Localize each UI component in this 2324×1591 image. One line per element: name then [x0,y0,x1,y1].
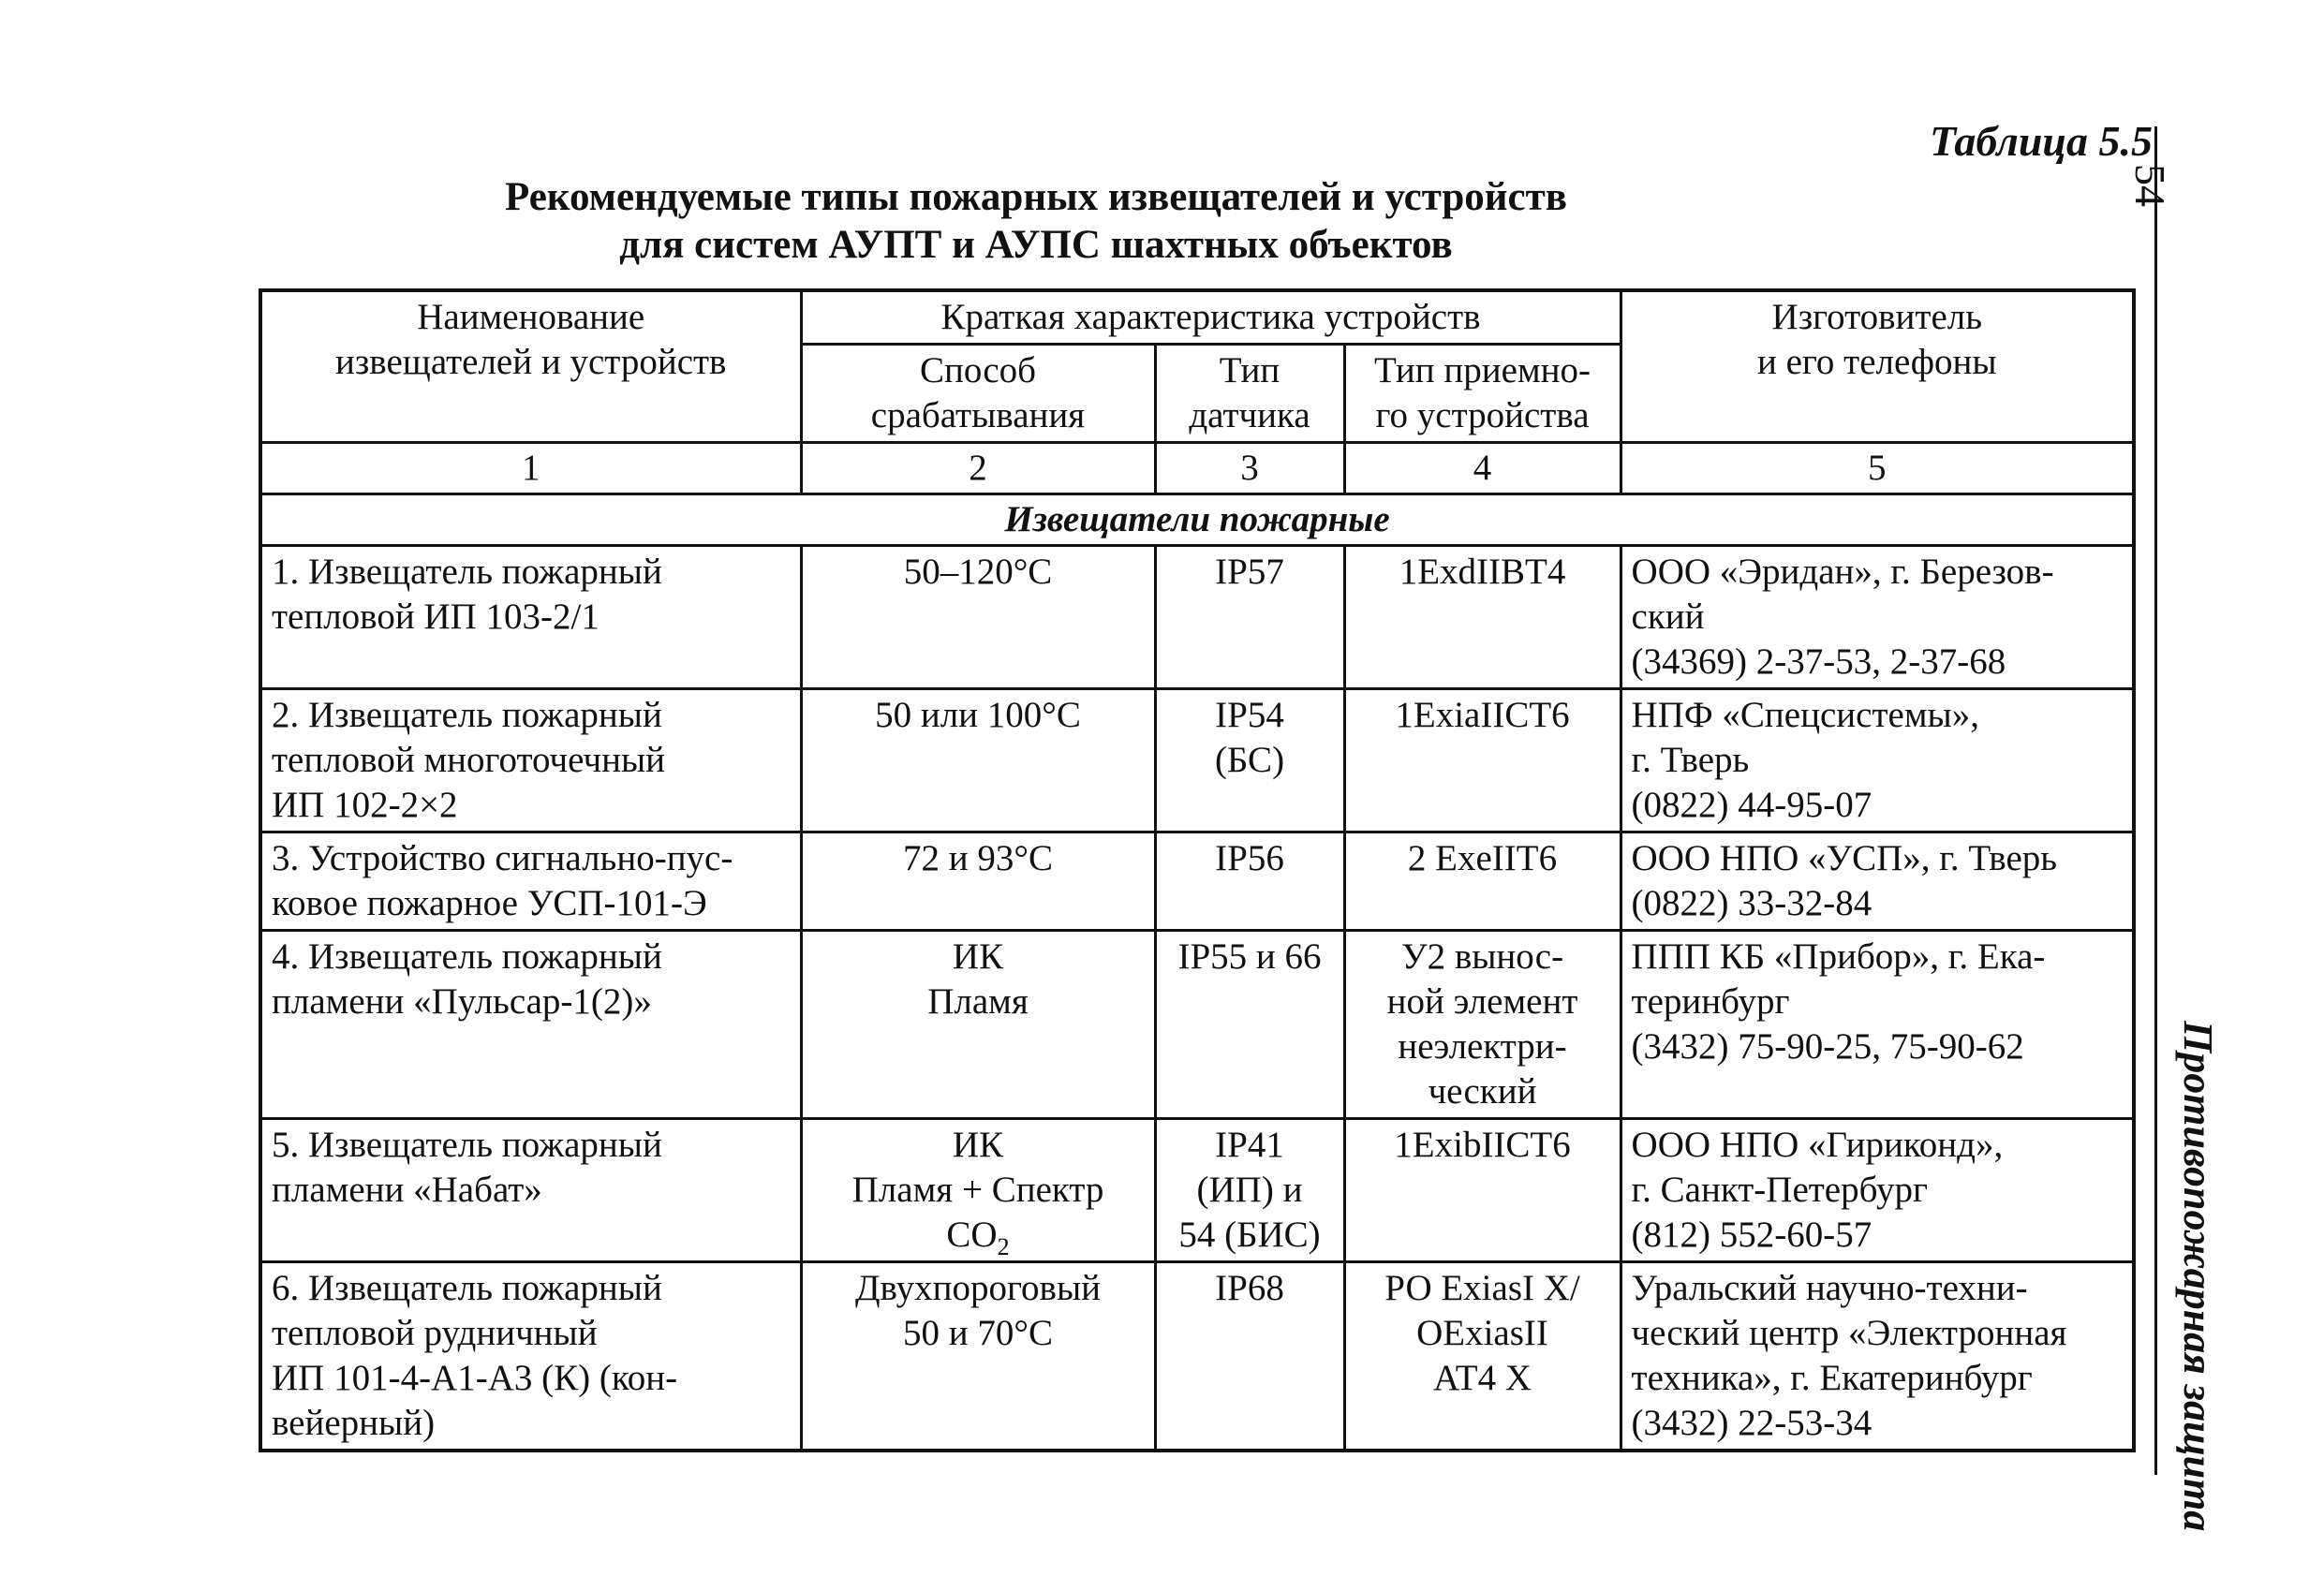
sensor-type: IP57 [1155,546,1344,689]
table-row [260,931,2134,1119]
receiver-type: 1ExibIICT6 [1344,1119,1621,1262]
manufacturer: ППП КБ «Прибор», г. Ека- теринбург (3432) 75-90-25, 75-90-62 [1621,931,2134,1119]
header-manufacturer: Изготовитель и его телефоны [1621,290,2134,443]
trigger-method [801,1119,1155,1262]
title-line-1: Рекомендуемые типы пожарных извещателей и устройств [505,175,1567,219]
header-row-1 [260,290,2134,345]
table-row [260,689,2134,832]
sensor-type: IP55 и 66 [1155,931,1344,1119]
trigger-method: 72 и 93°С [801,832,1155,931]
receiver-type: У2 вынос- ной элемент неэлектри- ческий [1344,931,1621,1119]
sensor-type: IP56 [1155,832,1344,931]
receiver-type: 2 ExeIIT6 [1344,832,1621,931]
device-name: 1. Извещатель пожарный тепловой ИП 103-2/1 [260,546,801,689]
title-line-2: для систем АУПТ и АУПС шахтных объектов [619,223,1453,267]
receiver-type: РО ExiasI X/ OExiasII AT4 X [1344,1262,1621,1451]
sensor-type: IP68 [1155,1262,1344,1451]
method-line: ИК [952,1125,1004,1165]
section-row [260,494,2134,546]
table-row [260,832,2134,931]
co2-subscript: 2 [997,1232,1010,1260]
trigger-method: Двухпороговый 50 и 70°С [801,1262,1155,1451]
table-row [260,546,2134,689]
device-name: 5. Извещатель пожарный пламени «Набат» [260,1119,801,1262]
header-sensor: Тип датчика [1155,345,1344,443]
sensor-type: IP54 (БС) [1155,689,1344,832]
header-receiver: Тип приемно- го устройства [1344,345,1621,443]
column-numbers-row [260,443,2134,494]
manufacturer: ООО НПО «Гириконд», г. Санкт-Петербург (812) 552-60-57 [1621,1119,2134,1262]
column-number: 3 [1155,443,1344,494]
column-number: 2 [801,443,1155,494]
header-characteristics: Краткая характеристика устройств [801,290,1621,345]
table-title [259,173,1813,269]
receiver-type: 1ExdIIBT4 [1344,546,1621,689]
device-name: 6. Извещатель пожарный тепловой рудничный ИП 101-4-А1-А3 (К) (кон- вейерный) [260,1262,801,1451]
column-number: 1 [260,443,801,494]
running-head: Противопожарная защита [2175,1021,2221,1532]
header-method: Способ срабатывания [801,345,1155,443]
page-number: 54 [2126,164,2174,207]
table-label: Таблица 5.5 [1929,117,2153,165]
co2-formula: CO [946,1215,998,1255]
manufacturer: Уральский научно-техни- ческий центр «Электронная техника», г. Екатеринбург (3432) 22-53-34 [1621,1262,2134,1451]
manufacturer: ООО НПО «УСП», г. Тверь (0822) 33-32-84 [1621,832,2134,931]
manufacturer: ООО «Эридан», г. Березов- ский (34369) 2-37-53, 2-37-68 [1621,546,2134,689]
sensor-type: IP41 (ИП) и 54 (БИС) [1155,1119,1344,1262]
trigger-method: ИК Пламя [801,931,1155,1119]
column-number: 5 [1621,443,2134,494]
device-name: 2. Извещатель пожарный тепловой многоточечный ИП 102-2×2 [260,689,801,832]
column-number: 4 [1344,443,1621,494]
manufacturer: НПФ «Спецсистемы», г. Тверь (0822) 44-95-07 [1621,689,2134,832]
section-title: Извещатели пожарные [260,494,2134,546]
device-name: 4. Извещатель пожарный пламени «Пульсар-1(2)» [260,931,801,1119]
trigger-method: 50 или 100°С [801,689,1155,832]
method-line: Пламя + Спектр [851,1170,1104,1210]
table-row [260,1119,2134,1262]
table-row [260,1262,2134,1451]
trigger-method: 50–120°С [801,546,1155,689]
margin-rule [2154,126,2157,1475]
device-name: 3. Устройство сигнально-пус- ковое пожарное УСП-101-Э [260,832,801,931]
detectors-table [259,288,2136,1452]
receiver-type: 1ExiaIICT6 [1344,689,1621,832]
header-name: Наименование извещателей и устройств [260,290,801,443]
method-line [812,1213,1145,1258]
